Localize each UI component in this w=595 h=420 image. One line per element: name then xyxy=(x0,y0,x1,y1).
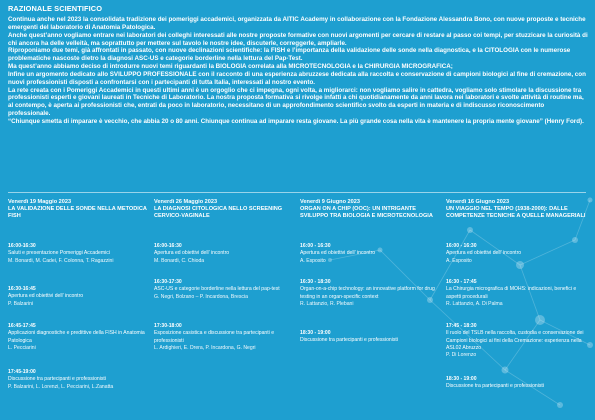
agenda-time: 16:00 - 16:30 xyxy=(446,243,477,249)
agenda-description: ASC-US e categorie borderline nella lettura del pap-test xyxy=(154,286,280,293)
agenda-time: 18:30 - 19:00 xyxy=(300,330,331,336)
intro-paragraph: Riproponiamo due temi, già affrontati in passato, con nuove declinazioni scientifiche: la FISH e l’importanza della validazione delle sonde nella diagnostica, e la CITOLOGIA con le numerose problematiche nascoste dietro la diagnosi ASC-US e categorie borderline nella lettura del Pap-Test. xyxy=(8,47,571,63)
agenda-item xyxy=(300,279,440,308)
agenda-item xyxy=(446,323,586,359)
agenda-speakers: L. Ardighieri, E. Drera, P. Incardona, G. Negri xyxy=(154,344,256,351)
agenda-time: 16:00-16:30 xyxy=(8,243,36,249)
session-date: Venerdì 26 Maggio 2023 xyxy=(154,199,218,205)
agenda-speakers: R. Lattanzio, A. Di Palma xyxy=(446,300,503,307)
agenda-speakers: P. Di Lorenzo xyxy=(446,352,477,359)
agenda-description: Apertura ed obiettivi dell’ incontro xyxy=(154,250,230,257)
agenda-description: Apertura ed obiettivi dell’ incontro xyxy=(300,250,376,257)
agenda-item xyxy=(446,376,586,391)
agenda-description: Discussione tra partecipanti e professionisti xyxy=(446,383,544,390)
intro-paragraph: Infine un argomento dedicato allo SVILUPPO PROFESSIONALE con il racconto di una esperienza abruzzese dedicata alla raccolta e conservazione di campioni biologici al fine di cremazione, con nuovi professionisti disposti a confrontarsi con i partecipanti di tutta Italia, interessati al nostro evento. xyxy=(8,70,586,86)
agenda-description: Discussione tra partecipanti e professionisti xyxy=(300,337,398,344)
agenda-item xyxy=(446,279,586,308)
agenda-item xyxy=(300,243,440,265)
intro-paragraph: La rete creata con i Pomeriggi Accademici in questi ultimi anni è un orgoglio che ci impegna, ogni volta, a migliorarci: non vogliamo salire in cattedra, vogliamo solo stimolare la discussione tra professionisti esperti e giovani laureati in Tecniche di Laboratorio. La nostra proposta formativa si rivolge infatti a chi quotidianamente da anni lavora nei laboratori e svolte attività di routine ma, al contempo, è aperta ai professionisti che, entrati da poco in laboratorio, necessitano di un approfondimento scientifico svolto da esperti in materia e di indiscusso riconoscimento professionale. xyxy=(8,86,584,118)
agenda-speakers: A. Esposito xyxy=(446,257,472,264)
agenda-speakers: P. Balzarini, L. Lorenzi, L. Pecciarini, L.Zanatta xyxy=(8,383,114,390)
agenda-speakers: R. Lattanzio, R. Plebani xyxy=(300,300,354,307)
agenda-speakers: A. Esposito xyxy=(300,257,326,264)
session-column-4 xyxy=(446,199,586,390)
agenda-item xyxy=(154,323,294,352)
agenda-time: 18:30 - 19:00 xyxy=(446,376,477,382)
agenda-item xyxy=(154,243,294,265)
intro-quote: “Chiunque smetta di imparare è vecchio, che abbia 20 o 80 anni. Chiunque continua ad imparare resta giovane. La più grande cosa nella vita è mantenere la propria mente giovane” (Henry Ford). xyxy=(8,117,584,125)
agenda-item xyxy=(8,286,148,308)
session-column-3 xyxy=(300,199,440,344)
intro-paragraph: Continua anche nel 2023 la consolidata tradizione dei pomeriggi accademici, organizzata da AITIC Academy in collaborazione con la Fondazione Alessandra Bono, con nuove proposte e tecniche emergenti del laboratorio di Anatomia Patologica. xyxy=(8,16,586,31)
agenda-item xyxy=(154,279,294,301)
agenda-description: La Chirurgia micrografica di MOHS: indicazioni, benefici e aspetti procedurali xyxy=(446,286,577,300)
agenda-time: 16:30-16:45 xyxy=(8,286,36,292)
agenda-item xyxy=(8,243,148,265)
agenda-time: 16:30 - 17:45 xyxy=(446,279,477,285)
agenda-item xyxy=(300,330,440,345)
agenda-description: Discussione tra partecipanti e professionisti xyxy=(8,376,106,383)
agenda-time: 17:30-18:00 xyxy=(154,323,182,329)
agenda-item xyxy=(446,243,586,265)
agenda-speakers: M. Bonardi, M. Cadei, F. Colonna, T. Ragazzini xyxy=(8,257,114,264)
agenda-time: 16:30 - 18:30 xyxy=(300,279,331,285)
agenda-description: Apertura ed obiettivi dell’ incontro xyxy=(446,250,522,257)
agenda-time: 17:45 - 18:30 xyxy=(446,323,477,329)
agenda-description: Il ruolo del TSLB nella raccolta, custodia e conservazione dei Campioni biologici ai fini della Cremazione: esperienza nella ASL02 Abruzzo xyxy=(446,330,584,351)
agenda-item xyxy=(8,323,148,352)
session-title: UN VIAGGIO NEL TEMPO (1938-2000): DALLE COMPETENZE TECNICHE A QUELLE MANAGERIALI xyxy=(446,206,586,220)
agenda-speakers: G. Negri, Bolzano – P. Incardona, Brescia xyxy=(154,293,248,300)
agenda-description: Esposizione casistica e discussione tra partecipanti e professionisti xyxy=(154,330,275,344)
agenda-description: Organ-on-a-chip technology: an innovative platform for drug testing in an organ-specific context xyxy=(300,286,435,300)
agenda-time: 16:45-17:45 xyxy=(8,323,36,329)
session-title: LA DIAGNOSI CITOLOGICA NELLO SCREENING CERVICO-VAGINALE xyxy=(154,206,283,220)
session-title: LA VALIDAZIONE DELLE SONDE NELLA METODICA FISH xyxy=(8,206,147,220)
session-date: Venerdì 9 Giugno 2023 xyxy=(300,199,360,205)
session-column-2 xyxy=(154,199,294,351)
agenda-time: 16:00-16:30 xyxy=(154,243,182,249)
section-divider xyxy=(8,192,586,193)
intro-text xyxy=(8,16,588,126)
agenda-speakers: M. Bonardi, C. Chioda xyxy=(154,257,205,264)
session-date: Venerdì 16 Giugno 2023 xyxy=(446,199,510,205)
agenda-time: 17:45-19:00 xyxy=(8,369,36,375)
intro-paragraph: Anche quest’anno vogliamo entrare nei laboratori dei colleghi interessati alle nostre proposte formative con nuovi argomenti per cercare di restare al passo coi tempi, per stuzzicare la curiosità di chi ancora ha delle velleità, ma soprattutto per mettere sul tavolo le nostre idee, discuterle, correggerle, ampliarle. xyxy=(8,31,588,47)
agenda-time: 16:30-17:30 xyxy=(154,279,182,285)
agenda-description: Applicazioni diagnostiche e predittive della FISH in Anatomia Patologica xyxy=(8,330,145,344)
intro-paragraph: Ma quest’anno abbiamo deciso di introdurre nuovi temi riguardanti la BIOLOGIA correlata alla MICROTECNOLOGIA e la CHIRURGIA MICROGRAFICA; xyxy=(8,63,453,71)
agenda-speakers: P. Balzarini xyxy=(8,300,34,307)
section-title: RAZIONALE SCIENTIFICO xyxy=(8,4,103,13)
agenda-description: Saluti e presentazione Pomeriggi Accademici xyxy=(8,250,110,257)
agenda-description: Apertura ed obiettivi dell’ incontro xyxy=(8,293,84,300)
session-date: Venerdì 19 Maggio 2023 xyxy=(8,199,72,205)
agenda-time: 16:00 - 16:30 xyxy=(300,243,331,249)
agenda-speakers: L. Pecciarini xyxy=(8,344,36,351)
session-column-1 xyxy=(8,199,148,390)
agenda-item xyxy=(8,369,148,391)
session-title: ORGAN ON A CHIP (OOC): UN INTRIGANTE SVILUPPO TRA BIOLOGIA E MICROTECNOLOGIA xyxy=(300,206,433,220)
